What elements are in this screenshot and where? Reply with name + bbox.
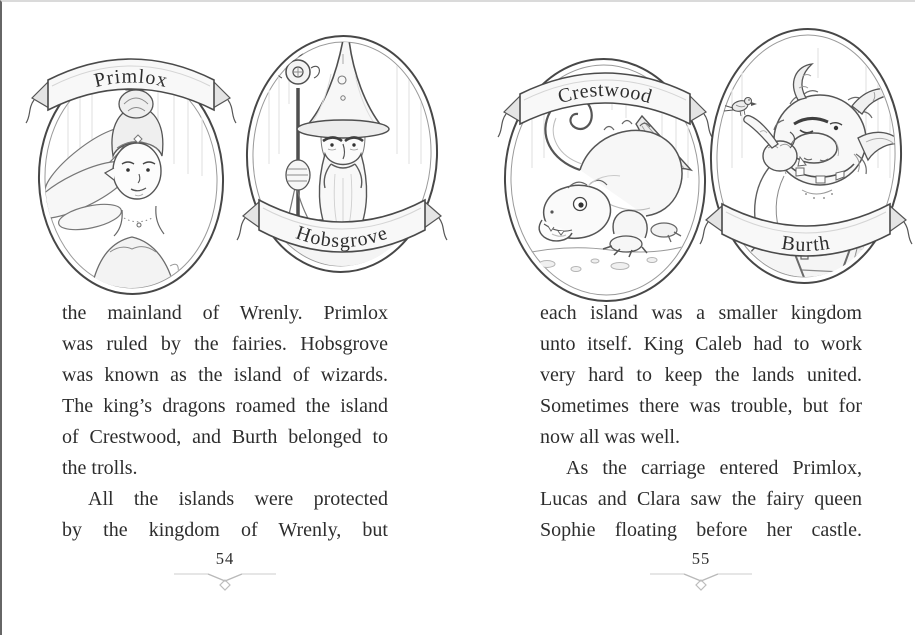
text-line: by the kingdom of Wrenly, but xyxy=(62,519,388,541)
troll-nose xyxy=(791,133,837,163)
text-line: Lucas and Clara saw the fairy queen xyxy=(540,488,862,510)
text-line: The king’s dragons roamed the island xyxy=(62,395,388,417)
fleuron-ornament-icon xyxy=(170,570,280,594)
left-page-text xyxy=(62,298,388,546)
text-line: was known as the island of wizards. xyxy=(62,364,388,386)
page-number: 54 xyxy=(215,549,235,568)
text-line: each island was a smaller kingdom xyxy=(540,302,862,324)
text-line: very hard to keep the lands united. xyxy=(540,364,862,386)
portrait-hobsgrove xyxy=(235,14,450,299)
portrait-primlox xyxy=(24,14,239,299)
page-number: 55 xyxy=(691,549,711,568)
text-line: Sometimes there was trouble, but for xyxy=(540,395,862,417)
banner-label: Crestwood xyxy=(555,78,655,109)
right-page-text xyxy=(540,298,862,546)
banner-label: Hobsgrove xyxy=(293,221,391,253)
portrait-burth xyxy=(698,8,915,303)
left-page-folio xyxy=(62,549,388,594)
text-line: now all was well. xyxy=(540,426,680,448)
right-page-folio xyxy=(540,549,862,594)
text-line: was ruled by the fairies. Hobsgrove xyxy=(62,333,388,355)
banner-label: Burth xyxy=(780,231,832,257)
text-line: unto itself. King Caleb had to work xyxy=(540,333,862,355)
text-line: the mainland of Wrenly. Primlox xyxy=(62,302,388,324)
text-line: Sophie floating before her castle. xyxy=(540,519,862,541)
text-line: the trolls. xyxy=(62,457,138,479)
text-line: of Crestwood, and Burth belonged to xyxy=(62,426,388,448)
text-line: As the carriage entered Primlox, xyxy=(566,457,862,479)
fleuron-ornament-icon xyxy=(646,570,756,594)
text-line: All the islands were protected xyxy=(88,488,388,510)
banner-label: Primlox xyxy=(91,65,171,93)
portrait-crestwood xyxy=(492,18,724,305)
